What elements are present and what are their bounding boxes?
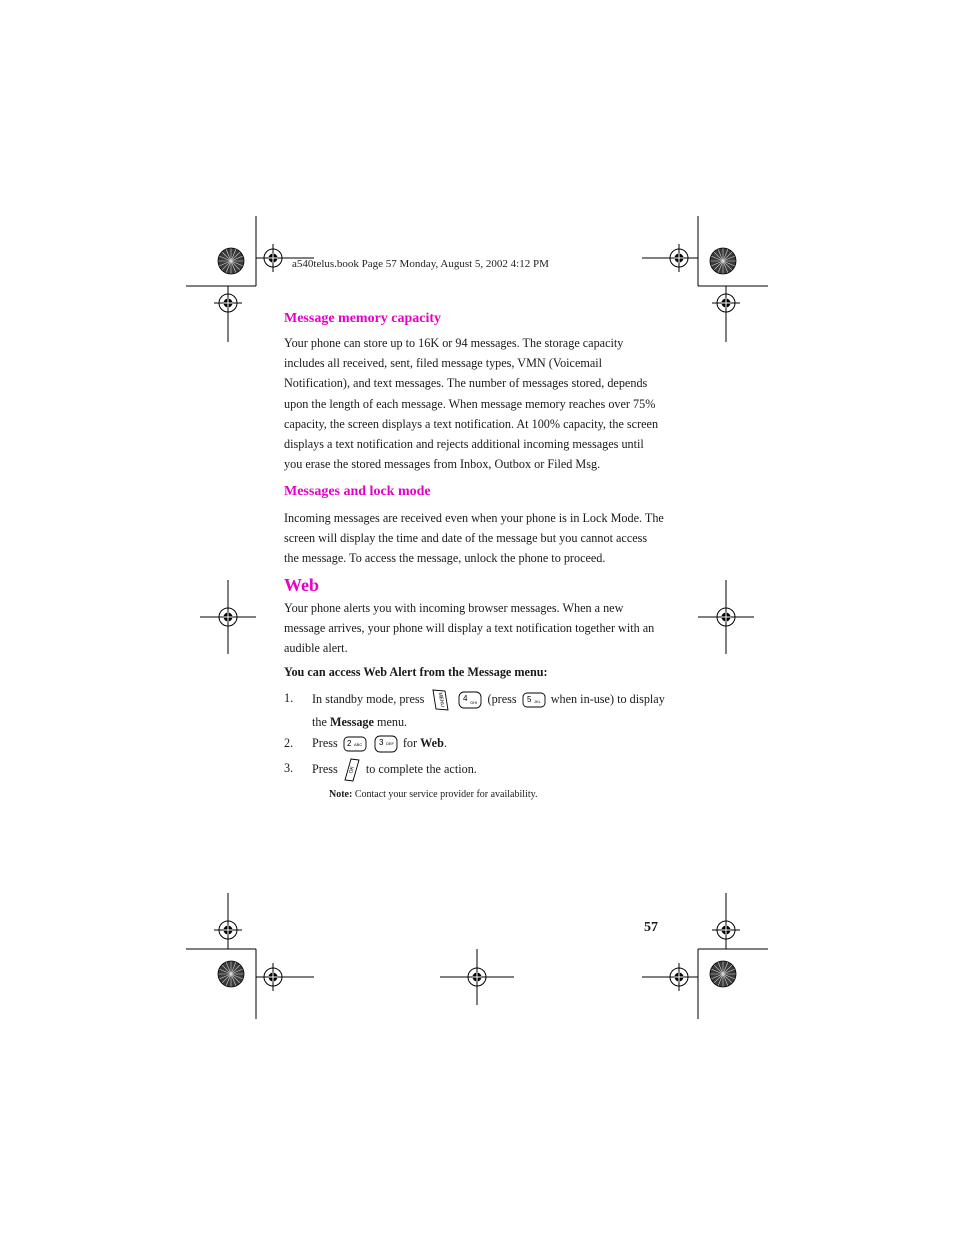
step-text: for bbox=[402, 736, 418, 750]
ok-key-icon bbox=[343, 758, 361, 782]
svg-text:JKL: JKL bbox=[533, 699, 541, 704]
menu-key-icon bbox=[429, 688, 451, 712]
step-text: . bbox=[443, 736, 447, 750]
heading-web: Web bbox=[284, 575, 320, 595]
svg-text:5: 5 bbox=[526, 695, 532, 704]
step-text: to complete the action. bbox=[365, 761, 477, 776]
step-bold-term: Message bbox=[329, 715, 374, 729]
step-text: In standby mode, press bbox=[312, 691, 425, 706]
heading-memory-capacity: Message memory capacity bbox=[284, 311, 442, 326]
web-alert-lead: You can access Web Alert from the Message menu: bbox=[284, 665, 548, 679]
svg-text:3: 3 bbox=[378, 738, 384, 748]
key-3-icon bbox=[374, 735, 398, 753]
print-slug: a540telus.book Page 57 Monday, August 5, 2002 4:12 PM bbox=[292, 258, 549, 270]
heading-lock-mode: Messages and lock mode bbox=[284, 484, 431, 499]
svg-text:OK: OK bbox=[347, 765, 356, 775]
step-number: 2. bbox=[284, 736, 294, 750]
step-text: menu. bbox=[376, 715, 408, 729]
step-text: (press bbox=[487, 691, 517, 706]
step-text: Press bbox=[312, 761, 338, 776]
svg-text:4: 4 bbox=[463, 694, 468, 703]
svg-text:DEF: DEF bbox=[385, 741, 394, 747]
key-2-icon bbox=[343, 736, 367, 752]
key-5-icon bbox=[522, 692, 546, 708]
step-text: when in-use) to display the bbox=[312, 691, 665, 729]
svg-text:2: 2 bbox=[346, 739, 352, 749]
step-bold-term: Web bbox=[420, 736, 444, 750]
step-text: Press bbox=[312, 736, 338, 750]
availability-note bbox=[329, 789, 537, 800]
note-label: Note: bbox=[329, 789, 353, 800]
svg-text:GHI: GHI bbox=[470, 700, 478, 705]
page-number: 57 bbox=[644, 920, 658, 935]
svg-text:ABC: ABC bbox=[353, 742, 363, 748]
web-body: Your phone alerts you with incoming browser messages. When a new message arrives, your phone will display a text notification together with an audible alert. bbox=[284, 601, 655, 656]
lock-mode-body: Incoming messages are received even when your phone is in Lock Mode. The screen will display the time and date of the message but you cannot access the message. To access the message, unlock the phone to proceed. bbox=[284, 511, 664, 566]
step-number: 3. bbox=[284, 761, 294, 775]
note-text: Contact your service provider for availability. bbox=[354, 789, 538, 800]
svg-text:MENU: MENU bbox=[437, 692, 446, 708]
memory-capacity-body: Your phone can store up to 16K or 94 messages. The storage capacity includes all received, sent, filed message types, VMN (Voicemail Notification), and text messages. The number of messages stored, depends upon the length of each message. When message memory reaches over 75% capacity, the screen displays a text notification. At 100% capacity, the screen displays a text notification and rejects additional incoming messages until you erase the stored messages from Inbox, Outbox or Filed Msg. bbox=[284, 336, 659, 472]
key-4-icon bbox=[458, 691, 482, 709]
step-number: 1. bbox=[284, 691, 294, 705]
